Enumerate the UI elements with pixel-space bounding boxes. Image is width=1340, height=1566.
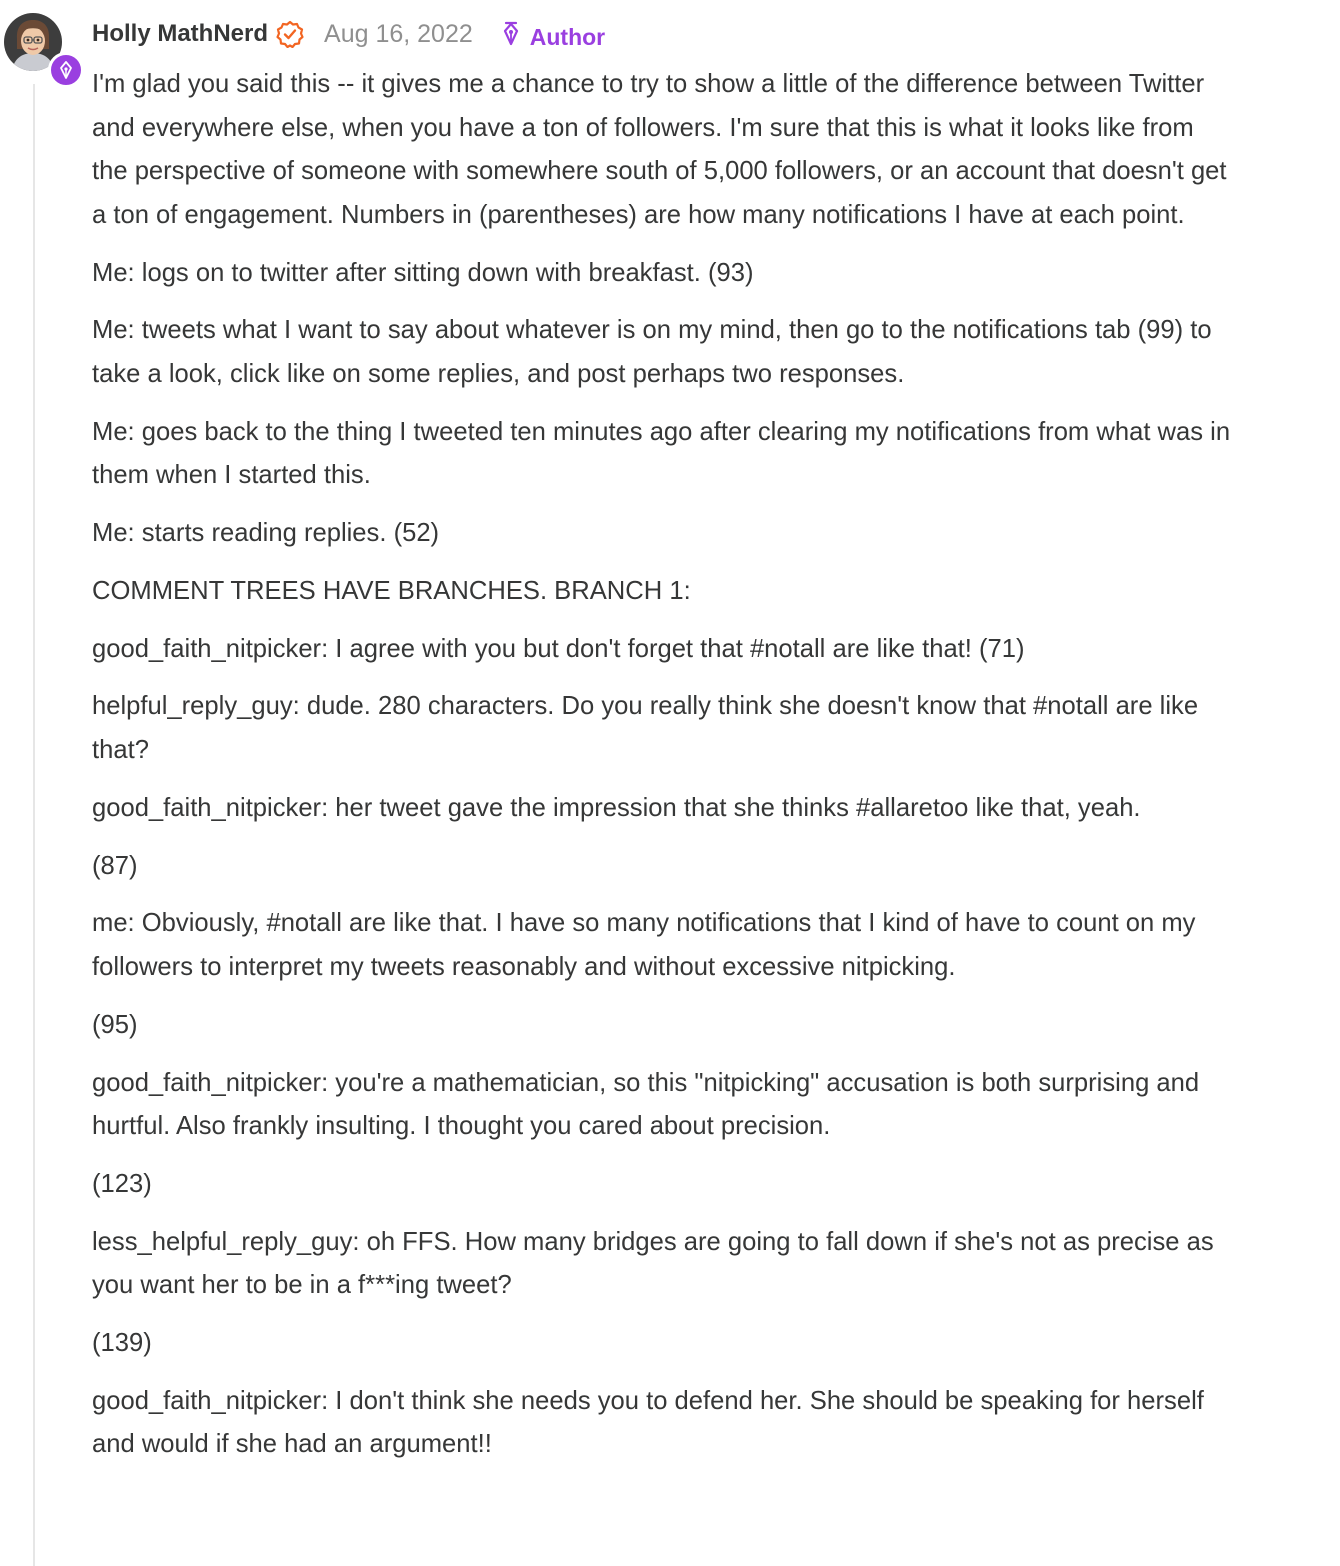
comment-paragraph: helpful_reply_guy: dude. 280 characters. Do you really think she doesn't know that #notall are like that? xyxy=(92,692,1199,765)
verified-check-icon xyxy=(276,20,304,48)
comment-paragraph: Me: goes back to the thing I tweeted ten minutes ago after clearing my notifications from what was in them when I started this. xyxy=(92,417,1231,490)
comment-paragraph: Me: logs on to twitter after sitting down with breakfast. (93) xyxy=(92,258,754,287)
comment-paragraph: good_faith_nitpicker: you're a mathematician, so this "nitpicking" accusation is both surprising and hurtful. Also frankly insulting. I thought you cared about precision. xyxy=(92,1068,1200,1141)
author-badge: Author xyxy=(529,23,606,50)
comment-paragraph: good_faith_nitpicker: I agree with you but don't forget that #notall are like that! (71) xyxy=(92,634,1025,663)
comment-paragraph: (123) xyxy=(92,1169,152,1198)
comment-paragraph: good_faith_nitpicker: I don't think she needs you to defend her. She should be speaking for herself and would if she had an argument!! xyxy=(92,1386,1204,1459)
fountain-pen-icon xyxy=(56,60,76,80)
comment-header xyxy=(92,14,605,54)
comment-paragraph: (87) xyxy=(92,851,138,880)
author-name-link[interactable]: Holly MathNerd xyxy=(92,20,269,47)
comment-body xyxy=(92,63,1232,1481)
comment-paragraph: Me: starts reading replies. (52) xyxy=(92,519,440,548)
comment-date-link[interactable]: Aug 16, 2022 xyxy=(324,19,473,48)
comment-paragraph: less_helpful_reply_guy: oh FFS. How many bridges are going to fall down if she's not as precise as you want her to be in a f***ing tweet? xyxy=(92,1227,1214,1300)
comment-paragraph: (95) xyxy=(92,1010,138,1039)
avatar-container[interactable] xyxy=(4,13,62,71)
fountain-pen-icon xyxy=(500,20,522,48)
author-badge-icon xyxy=(48,52,84,88)
comment-paragraph: Me: tweets what I want to say about whatever is on my mind, then go to the notifications tab (99) to take a look, click like on some replies, and post perhaps two responses. xyxy=(92,316,1212,388)
comment-paragraph: I'm glad you said this -- it gives me a chance to try to show a little of the difference between Twitter and everywhere else, when you have a ton of followers. I'm sure that this is what it looks like from the perspective of someone with somewhere south of 5,000 followers, or an account that doesn't get a ton of engagement. Numbers in (parentheses) are how many notifications I have at each point. xyxy=(92,70,1227,229)
thread-line xyxy=(33,84,35,1566)
comment-paragraph: me: Obviously, #notall are like that. I have so many notifications that I kind of have to count on my followers to interpret my tweets reasonably and without excessive nitpicking. xyxy=(92,909,1196,981)
comment-paragraph: COMMENT TREES HAVE BRANCHES. BRANCH 1: xyxy=(92,576,691,605)
comment-paragraph: good_faith_nitpicker: her tweet gave the impression that she thinks #allaretoo like that, yeah. xyxy=(92,793,1141,822)
comment-paragraph: (139) xyxy=(92,1329,152,1358)
